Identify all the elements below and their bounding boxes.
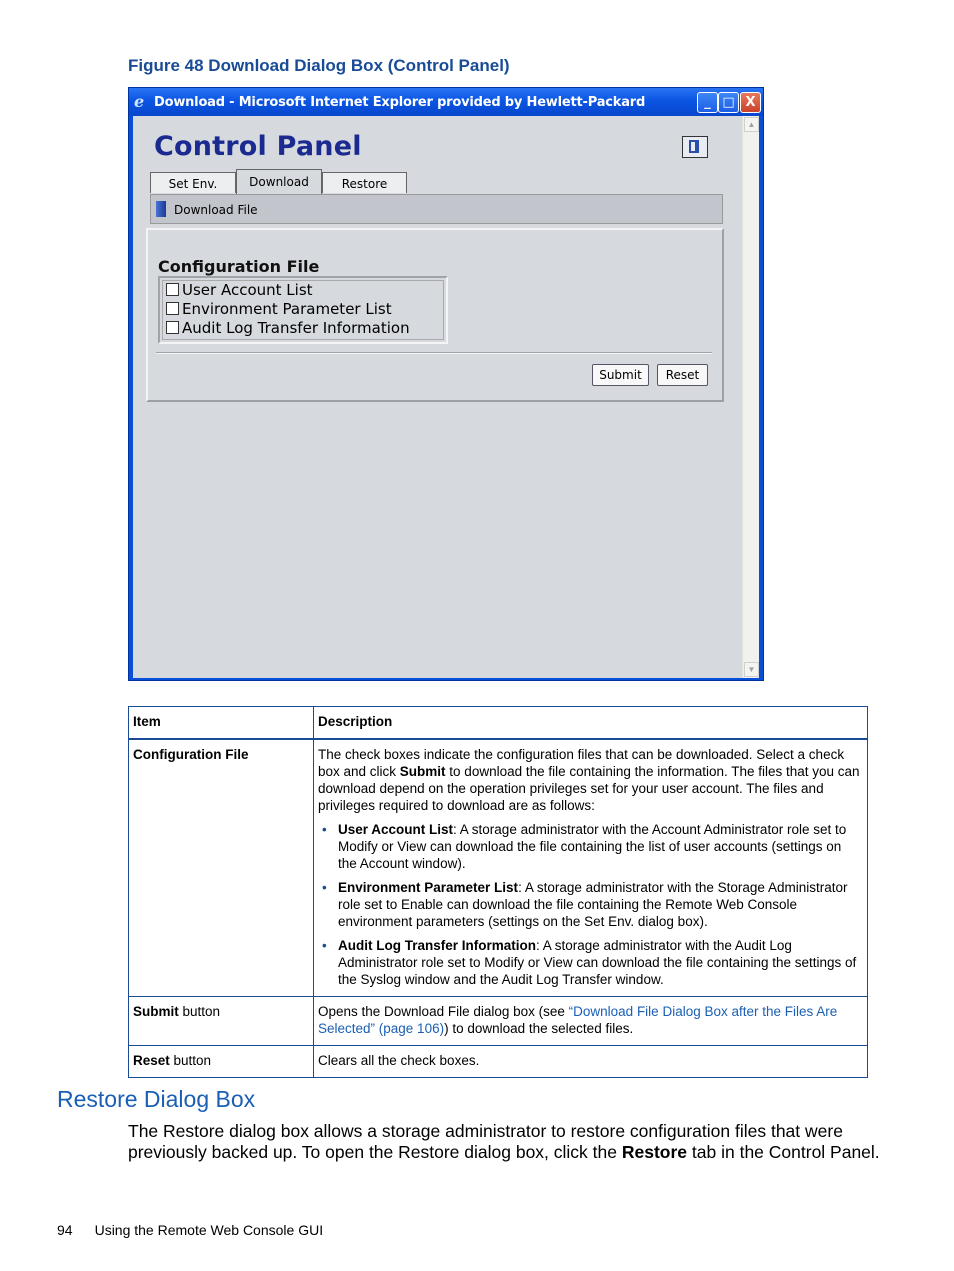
window-title: Download - Microsoft Internet Explorer provided by Hewlett-Packard (154, 95, 646, 110)
download-panel (146, 228, 724, 402)
section-paragraph: The Restore dialog box allows a storage administrator to restore configuration files that were previously backed up. To open the Restore dialog box, click the Restore tab in the Control Panel. (128, 1121, 880, 1162)
header-description: Description (314, 707, 868, 740)
table-row (129, 1046, 868, 1078)
row-description: The check boxes indicate the configuration files that can be downloaded. Select a check box and click Submit to download the file containing the information. The files that you can download depend on the operation privileges set for your user account. The files and privileges required to download are as follows: • User Account List: A storage administrator with the Account Administrator role set to Modify or View can download the file containing the list of user accounts (settings on the Account window). • Environment Parameter List: A storage administrator with the Storage Administrator role set to Enable can download the file containing the Remote Web Console environment parameters (settings on the Set Env. dialog box). • Audit Log Transfer Information: A storage administrator with the Audit Log Administrator role set to Modify or View can download the file containing the settings of the Syslog window and the Audit Log Transfer window. (314, 739, 868, 997)
header-item: Item (129, 707, 314, 740)
checkbox-environment-parameter-list[interactable]: Environment Parameter List (166, 300, 392, 318)
row-description: Clears all the check boxes. (314, 1046, 868, 1078)
table-row (129, 739, 868, 997)
panel-divider (156, 352, 712, 354)
config-title: Configuration File (158, 257, 320, 276)
description-table (128, 706, 868, 1078)
section-header (150, 194, 723, 224)
internet-explorer-icon: e (134, 92, 145, 111)
checkbox-user-account-list[interactable]: User Account List (166, 281, 313, 299)
row-item: Submit button (129, 997, 314, 1046)
scroll-down-icon[interactable]: ▼ (744, 662, 759, 677)
table-header-row (129, 707, 868, 740)
page-content (133, 116, 759, 678)
control-panel-title: Control Panel (154, 131, 362, 162)
title-bar[interactable] (129, 88, 763, 116)
reset-button[interactable]: Reset (657, 364, 708, 386)
privilege-list (318, 821, 862, 988)
checkbox-icon[interactable] (166, 302, 179, 315)
table-row (129, 997, 868, 1046)
vertical-scrollbar[interactable] (742, 116, 759, 678)
list-item: • Environment Parameter List: A storage administrator with the Storage Administrator role set to Enable can download the file containing the Remote Web Console environment parameters (settings on the Set Env. dialog box). (318, 879, 862, 930)
checkbox-icon[interactable] (166, 283, 179, 296)
row-item: Reset button (129, 1046, 314, 1078)
cross-reference-link[interactable]: “Download File Dialog Box after the Files Are Selected” (page 106) (318, 1004, 838, 1036)
maximize-button[interactable]: □ (718, 92, 739, 113)
checkbox-icon[interactable] (166, 321, 179, 334)
exit-icon[interactable] (682, 136, 708, 158)
list-item: • Audit Log Transfer Information: A storage administrator with the Audit Log Administrator role set to Modify or View can download the file containing the settings of the Syslog window and the Audit Log Transfer window. (318, 937, 862, 988)
page-number: 94 (57, 1222, 73, 1238)
section-heading: Restore Dialog Box (57, 1086, 256, 1112)
row-item: Configuration File (129, 739, 314, 997)
footer-text: Using the Remote Web Console GUI (94, 1222, 324, 1238)
figure-caption: Figure 48 Download Dialog Box (Control Panel) (128, 56, 510, 75)
list-item: • User Account List: A storage administrator with the Account Administrator role set to Modify or View can download the file containing the list of user accounts (settings on the Account window). (318, 821, 862, 872)
tab-restore[interactable]: Restore (322, 172, 407, 193)
tab-download[interactable]: Download (236, 169, 322, 194)
row-description: Opens the Download File dialog box (see “Download File Dialog Box after the Files Are Selected” (page 106)) to download the selected files. (314, 997, 868, 1046)
section-header-label: Download File (174, 203, 258, 217)
browser-window (128, 87, 764, 681)
scroll-up-icon[interactable]: ▲ (744, 117, 759, 132)
submit-button[interactable]: Submit (592, 364, 649, 386)
page-footer (57, 1222, 323, 1238)
minimize-button[interactable]: _ (697, 92, 718, 113)
config-checkbox-group (158, 276, 448, 344)
section-icon (156, 201, 166, 217)
checkbox-audit-log-transfer[interactable]: Audit Log Transfer Information (166, 319, 410, 337)
close-button[interactable]: X (740, 92, 761, 113)
tab-set-env[interactable]: Set Env. (150, 172, 236, 193)
